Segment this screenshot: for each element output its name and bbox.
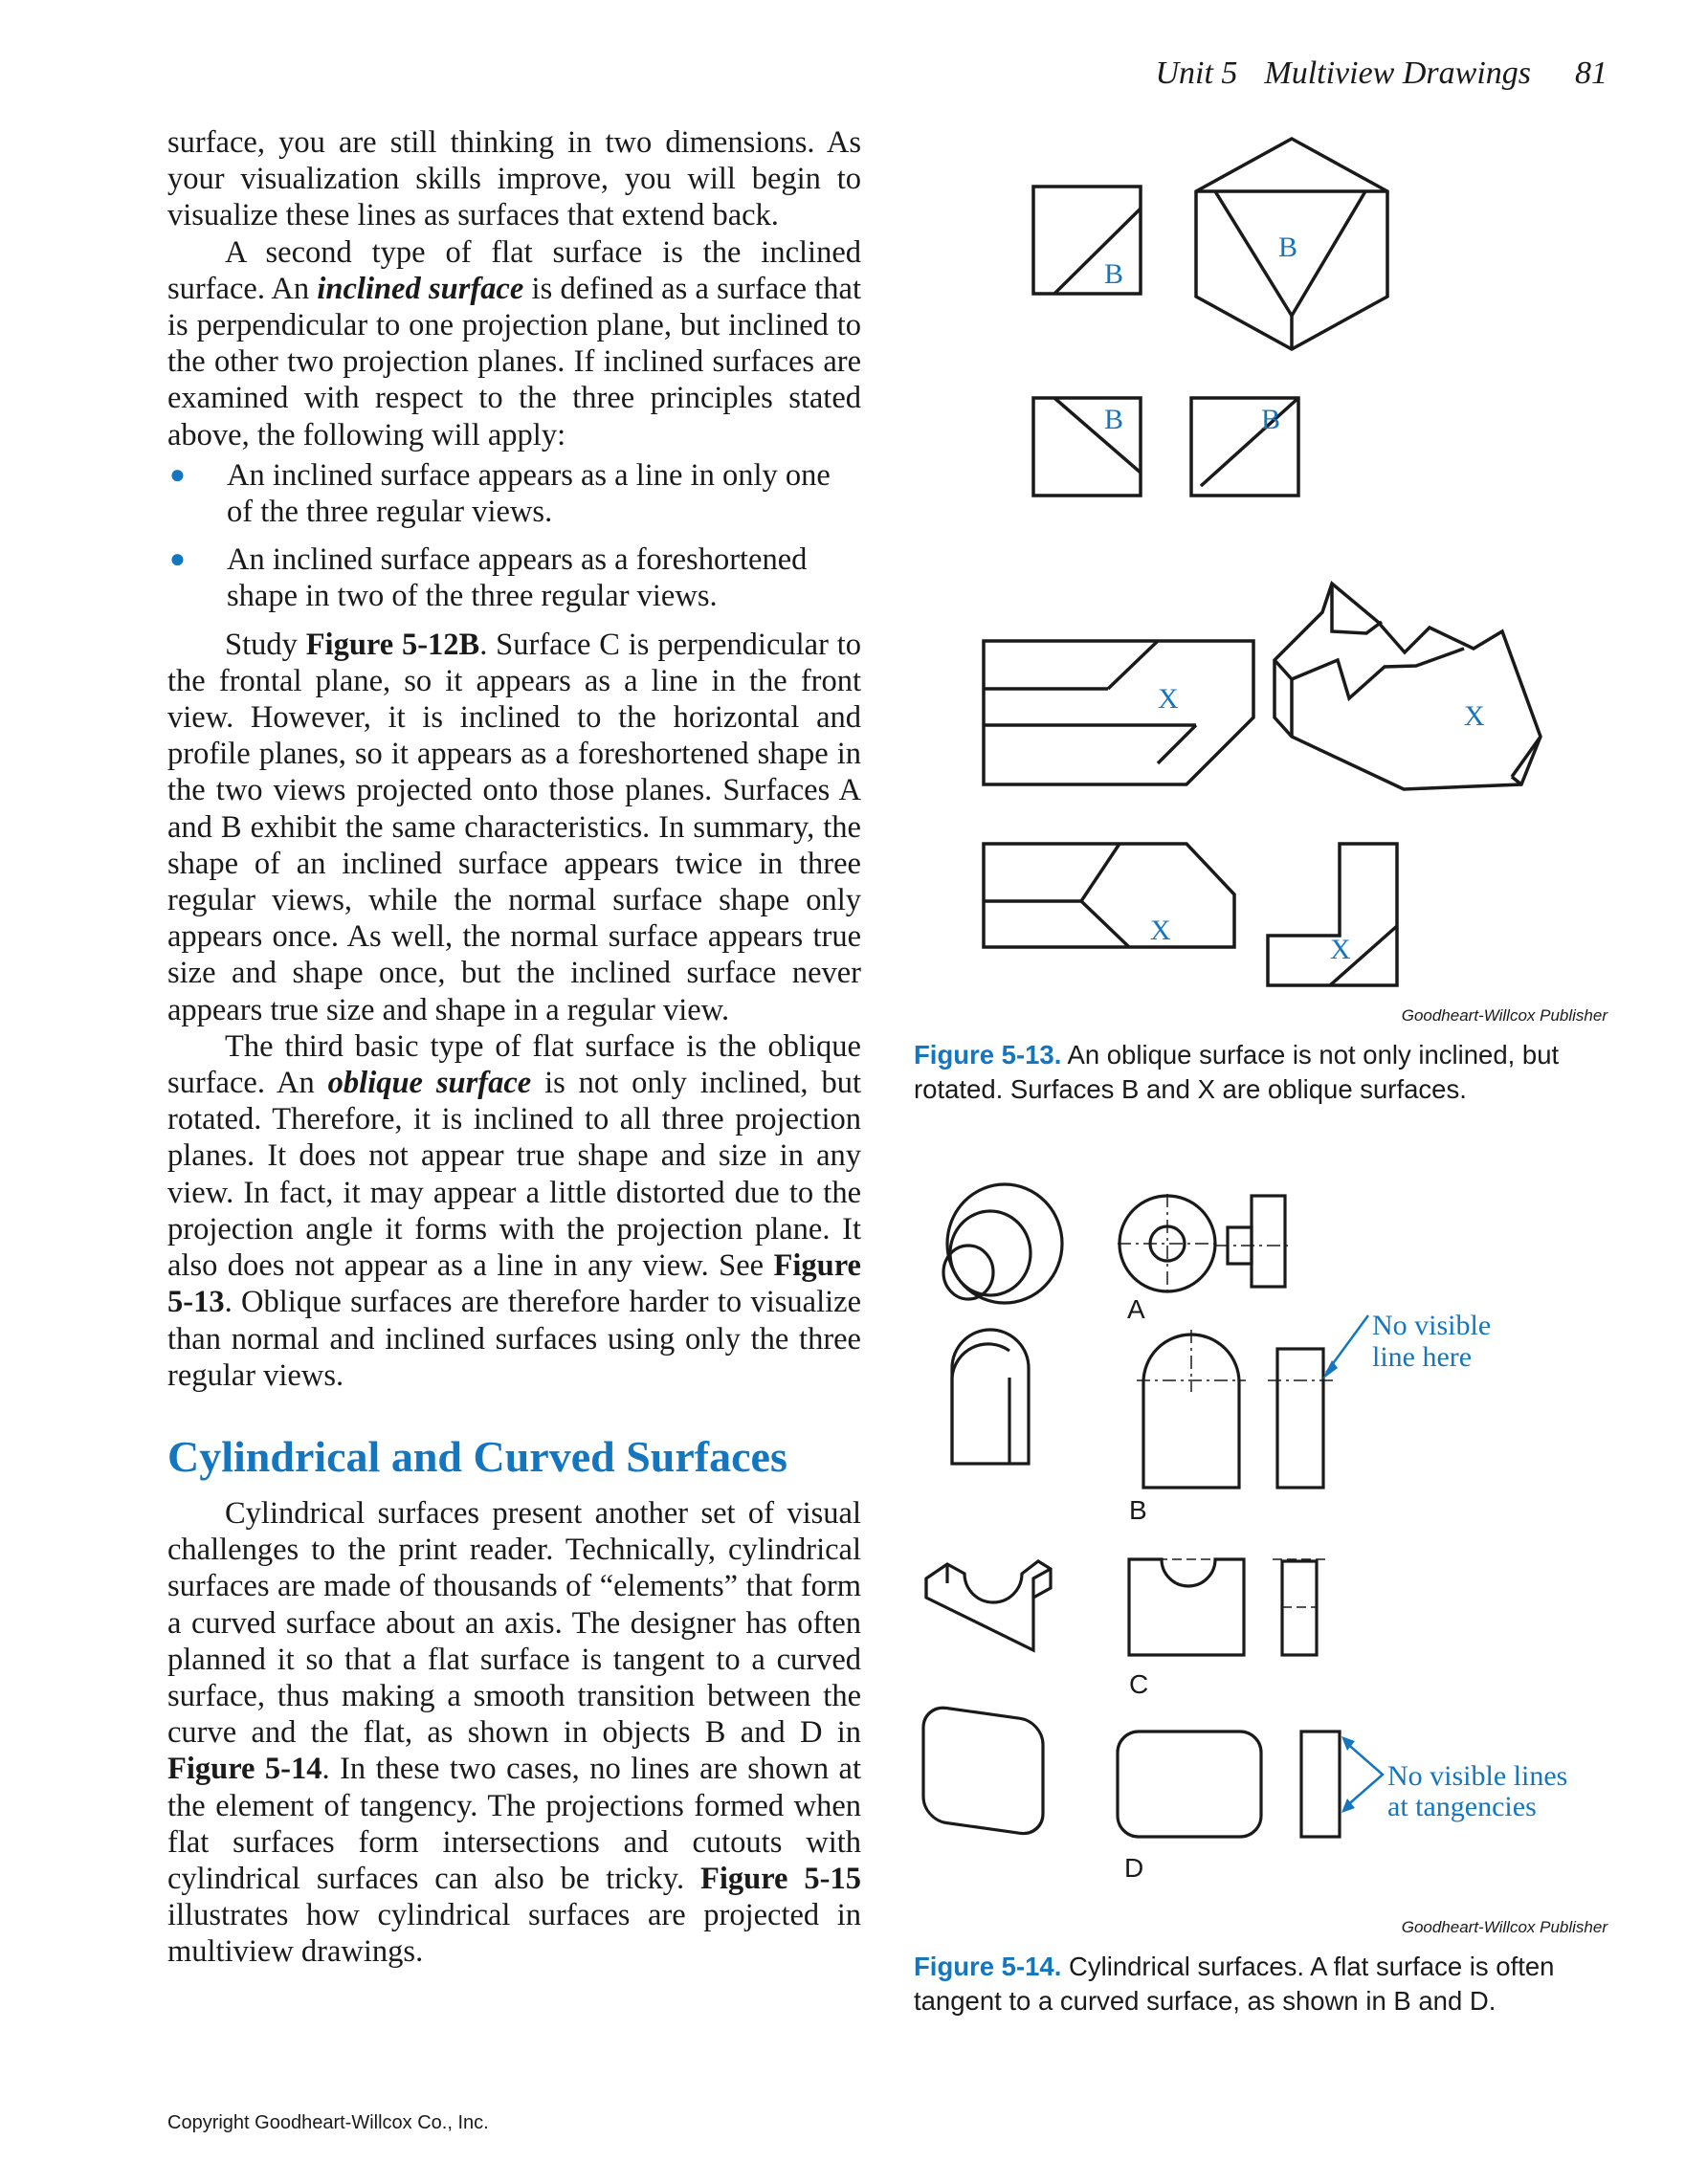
label-b: B: [1278, 232, 1298, 263]
unit-title: Multiview Drawings: [1264, 55, 1531, 91]
edge-line: [926, 1564, 1051, 1598]
edge-line: [1108, 641, 1158, 689]
isometric-x-outline: [1275, 584, 1541, 789]
edge-line: [1081, 901, 1129, 947]
edge-line: [1081, 844, 1120, 901]
view-label: A: [1127, 1294, 1145, 1324]
text-run: is defined as a surface that is perpendicular to one projection plane, but inclined to the other two projection planes. If inclined surfaces are examined with respect to the three principles stated above, the following will apply:: [167, 271, 861, 452]
object-d-front: [1118, 1732, 1261, 1837]
label-b: B: [1104, 404, 1124, 435]
edge-line: [1054, 209, 1141, 294]
callout-no-visible-lines: [1341, 1736, 1567, 1822]
paragraph-cylindrical-surfaces: [167, 1495, 861, 1971]
text-run: is not only inclined, but rotated. Therefore, it is inclined to all three projection planes. It does not appear true shape and size in any view. In fact, it may appear a little distorted due to the projection angle it forms with the projection plane. It also does not appear as a line in any view. See: [167, 1066, 861, 1284]
figure-5-13-drawing: [966, 124, 1598, 1004]
label-b: B: [1261, 404, 1281, 435]
figure-5-13: [966, 124, 1598, 1004]
figure-5-14-drawing: [909, 1177, 1617, 1932]
edge-line: [1292, 191, 1365, 316]
object-c: [926, 1559, 1317, 1655]
copyright-footer: Copyright Goodheart-Willcox Co., Inc.: [167, 2112, 489, 2133]
object-c-isometric: [926, 1561, 1051, 1650]
figure-number: Figure 5-13.: [914, 1040, 1062, 1070]
figure-reference: Figure 5-15: [700, 1861, 861, 1896]
view-top-b: [1033, 187, 1141, 294]
callout-leader: [1344, 1741, 1383, 1808]
object-d-side: [1301, 1732, 1340, 1837]
object-d-isometric: [923, 1705, 1043, 1837]
label-x: X: [1330, 934, 1351, 965]
caption-text: An oblique surface is not only inclined, but rotated. Surfaces B and X are oblique surfaces.: [914, 1040, 1560, 1104]
paragraph-continued: surface, you are still thinking in two dimensions. As your visualization skills improve, you will begin to visualize these lines as surfaces that extend back.: [167, 125, 861, 233]
label-b: B: [1104, 258, 1124, 290]
hidden-lines-c: [1158, 1559, 1326, 1607]
object-b: [952, 1330, 1323, 1488]
object-b-isometric: [952, 1330, 1029, 1464]
text-run: Study: [225, 627, 306, 662]
view-label: B: [1129, 1495, 1147, 1525]
view-label: D: [1124, 1853, 1144, 1883]
callout-text: No visible: [1372, 1310, 1492, 1341]
figure-number: Figure 5-14.: [914, 1952, 1062, 1981]
paragraph-inclined-surface: [167, 234, 861, 453]
view-label: C: [1129, 1669, 1149, 1699]
list-item: [167, 457, 861, 530]
object-a-side: [1252, 1196, 1285, 1287]
edge-line: [952, 1344, 1009, 1464]
edge-line: [1292, 649, 1464, 698]
text-run: A second type of flat surface is the inclined surface. An: [167, 234, 861, 306]
text-run: . Surface C is perpendicular to the frontal plane, so it appears as a line in the front view. However, it is inclined to the horizontal and profile planes, so it appears as a foreshortened shape in the two views projected onto those planes. Surfaces A and B exhibit the same characteristics. In summary, the shape of an inclined surface appears twice in three regular views, while the normal surface shape only appears once. As well, the normal surface appears true size and shape once, but the inclined surface never appears true size and shape in a regular view.: [167, 627, 861, 1027]
list-item-text: An inclined surface appears as a line in only one of the three regular views.: [227, 457, 831, 530]
edge-line: [1158, 725, 1196, 763]
bullet-icon: ●: [169, 459, 186, 490]
object-c-side: [1282, 1561, 1317, 1655]
paragraph-oblique-surface: [167, 1028, 861, 1394]
figure-reference: Figure 5-12B: [305, 627, 480, 662]
list-item: [167, 541, 861, 614]
figure-reference: Figure 5-14: [167, 1752, 322, 1787]
figure-5-14-credit: Goodheart-Willcox Publisher: [1401, 1918, 1607, 1936]
label-x: X: [1158, 683, 1179, 715]
text-run: . Oblique surfaces are therefore harder to visualize than normal and inclined surfaces using only the three regular views.: [167, 1285, 861, 1393]
term-oblique-surface: oblique surface: [327, 1066, 532, 1101]
term-inclined-surface: inclined surface: [317, 271, 524, 306]
callout-text: at tangencies: [1387, 1791, 1537, 1822]
label-x: X: [1464, 700, 1485, 732]
view-top-x: [984, 641, 1253, 784]
figure-5-13-credit: Goodheart-Willcox Publisher: [1401, 1006, 1607, 1025]
bullet-icon: ●: [169, 544, 186, 575]
figure-5-14: [909, 1177, 1617, 1932]
page-number: 81: [1575, 55, 1607, 91]
object-c-front: [1129, 1559, 1244, 1655]
object-b-views: [1033, 139, 1387, 496]
section-heading: Cylindrical and Curved Surfaces: [167, 1431, 787, 1481]
caption-text: Cylindrical surfaces. A flat surface is often tangent to a curved surface, as shown in B and D.: [914, 1952, 1555, 2016]
view-front-b: [1033, 398, 1141, 496]
paragraph-figure-5-12b: [167, 627, 861, 1028]
text-run: Cylindrical surfaces present another set of visual challenges to the print reader. Technically, cylindrical surfaces are made of thousands of “elements” that form a curved surface about an axis. The designer has often planned it so that a flat surface is tangent to a curved surface, thus making a smooth transition between the curve and the flat, as shown in objects B and D in: [167, 1495, 861, 1751]
object-x-views: [984, 584, 1541, 985]
text-run: . In these two cases, no lines are shown at the element of tangency. The projections formed when flat surfaces form intersections and cutouts with cylindrical surfaces can also be tricky.: [167, 1752, 861, 1896]
body-text-column: [167, 124, 861, 1971]
callout-text: line here: [1372, 1341, 1473, 1373]
bullet-list: [167, 457, 861, 615]
object-d: [923, 1705, 1340, 1837]
text-run: illustrates how cylindrical surfaces are projected in multiview drawings.: [167, 1898, 861, 1970]
figure-reference: Figure 5-13: [167, 1248, 861, 1320]
callout-text: No visible lines: [1387, 1760, 1568, 1792]
object-a: [943, 1184, 1285, 1303]
running-head: [1129, 55, 1607, 101]
text-run: The third basic type of flat surface is the oblique surface. An: [167, 1028, 861, 1101]
edge-line: [1201, 398, 1298, 486]
figure-5-13-caption: [914, 1038, 1612, 1107]
edge-line: [1054, 398, 1141, 473]
centerlines-a: [1118, 1194, 1292, 1293]
figure-5-14-caption: [914, 1950, 1612, 2019]
label-x: X: [1150, 915, 1171, 946]
unit-label: Unit 5: [1155, 55, 1238, 91]
list-item-text: An inclined surface appears as a foreshortened shape in two of the three regular views.: [227, 542, 808, 614]
callout-no-visible-line: [1322, 1310, 1491, 1379]
object-b-side: [1277, 1349, 1323, 1488]
